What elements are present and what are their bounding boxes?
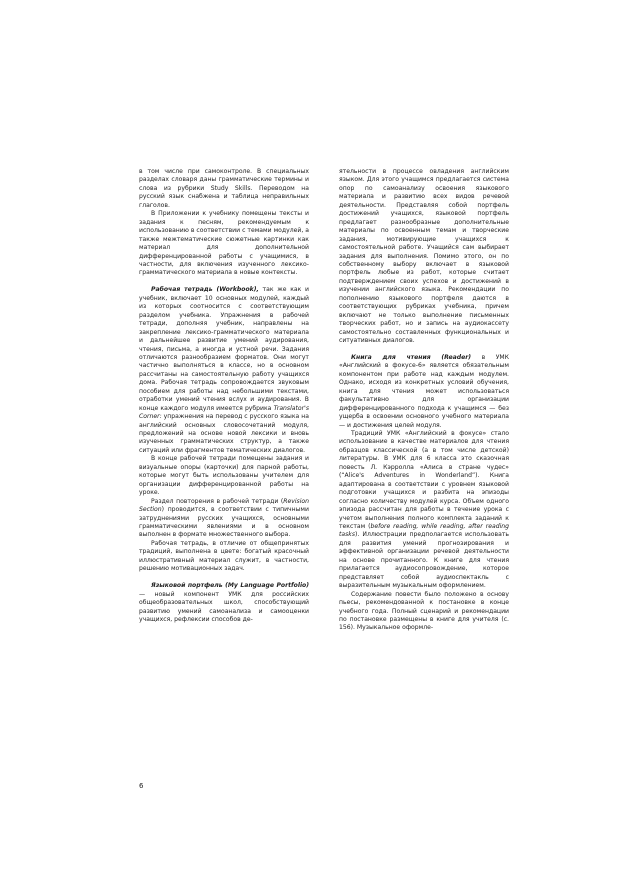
- paragraph-play: Содержание повести было положено в основу пьесы, рекомендованной к постановке в конце учебного года. Полный сценарий и рекомендации по постановке размещены в книге для учителя (с. 156). Музыкальное оформле-: [339, 590, 509, 632]
- paragraph-workbook: [139, 286, 309, 455]
- portfolio-term: Языковой портфель (My Language Portfolio): [151, 582, 309, 590]
- right-column: [339, 168, 509, 633]
- portfolio-text: — новый компонент УМК для российских общеобразовательных школ, способствующий развитию умений самоанализа и самооценки учащихся, рефлексии способов де-: [139, 590, 309, 623]
- workbook-text: так же как и учебник, включает 10 основных модулей, каждый из которых соотносится с соответствующим разделом учебника. Упражнения в рабочей тетради, дополняя учебник, направлены на закрепление лексико-грамматического материала и дальнейшее развитие умений аудирования, чтения, письма, а иногда и устной речи. Задания отличаются разнообразием форматов. Они могут частично выполняться в классе, но в основном рассчитаны на самостоятельную работу учащихся дома. Рабочая тетрадь сопровождается звуковым пособием для работы над небольшими текстами, отработки умений чтения вслух и аудирования. В конце каждого модуля имеется рубрика: [139, 286, 309, 412]
- paragraph-revision: Раздел повторения в рабочей тетради (Revision Section) проводится, в соответствии с типичными затруднениями русских учащихся, основными грамматическими явлениями и в основном выполнен в формате множественного выбора.: [139, 497, 309, 539]
- paragraph-portfolio-continued: ятельности в процессе овладения английским языком. Для этого учащимся предлагается система опор по самоанализу освоения языкового материала и развитию всех видов речевой деятельности. Представляя собой портфель достижений учащихся, языковой портфель предлагает разнообразные дополнительные материалы по освоенным темам и творческие задания, мотивирующие учащихся к самостоятельной работе. Учащийся сам выбирает задания для выполнения. Помимо этого, он по собственному выбору включает в языковой портфель любые из работ, которые считает подтверждением своих успехов и достижений в изучении английского языка. Рекомендации по пополнению языкового портфеля даются в соответствующих рубриках учебника, причем включают не только выполнение письменных творческих работ, но и запись на аудиокассету самостоятельно составленных функциональных и ситуативных диалогов.: [339, 168, 509, 345]
- paragraph-classic-literature: Традиций УМК «Английский в фокусе» стало использование в качестве материалов для чтения образцов классической (а в том числе детской) литературы. В УМК для 6 класса это сказочная повесть Л. Кэрролла «Алиса в стране чудес» (“Alice's Adventures in Wonderland”). Книга адаптирована в соответствии с уровнем языковой подготовки учащихся и разбита на эпизоды согласно количеству модулей курса. Объем одного эпизода рассчитан для работы в течение урока с учетом выполнения полного комплекта заданий к текстам (before reading, while reading, after reading tasks). Иллюстрации предполагается использовать для развития умений прогнозирования и эффективной организации речевой деятельности на основе прочитанного. К книге для чтения прилагается аудиосопровождение, которое представляет собой аудиоспектакль с выразительным музыкальным оформлением.: [339, 430, 509, 590]
- translators-corner-rubric: Translator's Corner:: [139, 404, 309, 421]
- reader-term: Книга для чтения (Reader): [351, 353, 472, 361]
- left-column: [139, 168, 309, 624]
- paragraph-appendix: В Приложении к учебнику помещены тексты и задания к песням, рекомендуемым к использованию в соответствии с темами модулей, а также межтематические сюжетные картинки как материал для дополнительной дифференцированной работы с учащимися, в частности, для включения изученного лексико-грамматического материала в новые контексты.: [139, 210, 309, 277]
- reading-tasks-term: before reading, while reading, after reading tasks: [339, 523, 509, 539]
- workbook-term: Рабочая тетрадь (Workbook),: [151, 286, 259, 294]
- reader-text: в УМК «Английский в фокусе-6» является обязательным компонентом при работе над каждым модулем. Однако, исходя из конкретных условий обучения, книга для чтения может использоваться факультативно для организации дифференцированного подхода к учащимся — без ущерба в освоении основного учебного материала — и достижения целей модуля.: [339, 353, 510, 429]
- paragraph-color-workbook: Рабочая тетрадь, в отличие от общепринятых традиций, выполнена в цвете: богатый красочный иллюстративный материал служит, в частности, решению мотивационных задач.: [139, 539, 309, 573]
- paragraph-portfolio: [139, 582, 309, 624]
- workbook-tail: упражнения на перевод с русского языка на английский основных словосочетаний модуля, предложений на основе новой лексики и вновь изученных грамматических структур, а также ситуаций или фрагментов тематических диалогов.: [139, 413, 309, 454]
- revision-section-term: Revision Section: [139, 497, 309, 514]
- paragraph-dictionary: в том числе при самоконтроле. В специальных разделах словаря даны грамматические термины и слова из рубрики Study Skills. Переводом на русский язык снабжена и таблица неправильных глаголов.: [139, 168, 309, 209]
- paragraph-pair-work: В конце рабочей тетради помещены задания и визуальные опоры (карточки) для парной работы, которые могут быть использованы учителем для организации дифференцированной работы на уроке.: [139, 455, 309, 497]
- paragraph-reader: [339, 354, 509, 430]
- page-number: 6: [139, 782, 144, 790]
